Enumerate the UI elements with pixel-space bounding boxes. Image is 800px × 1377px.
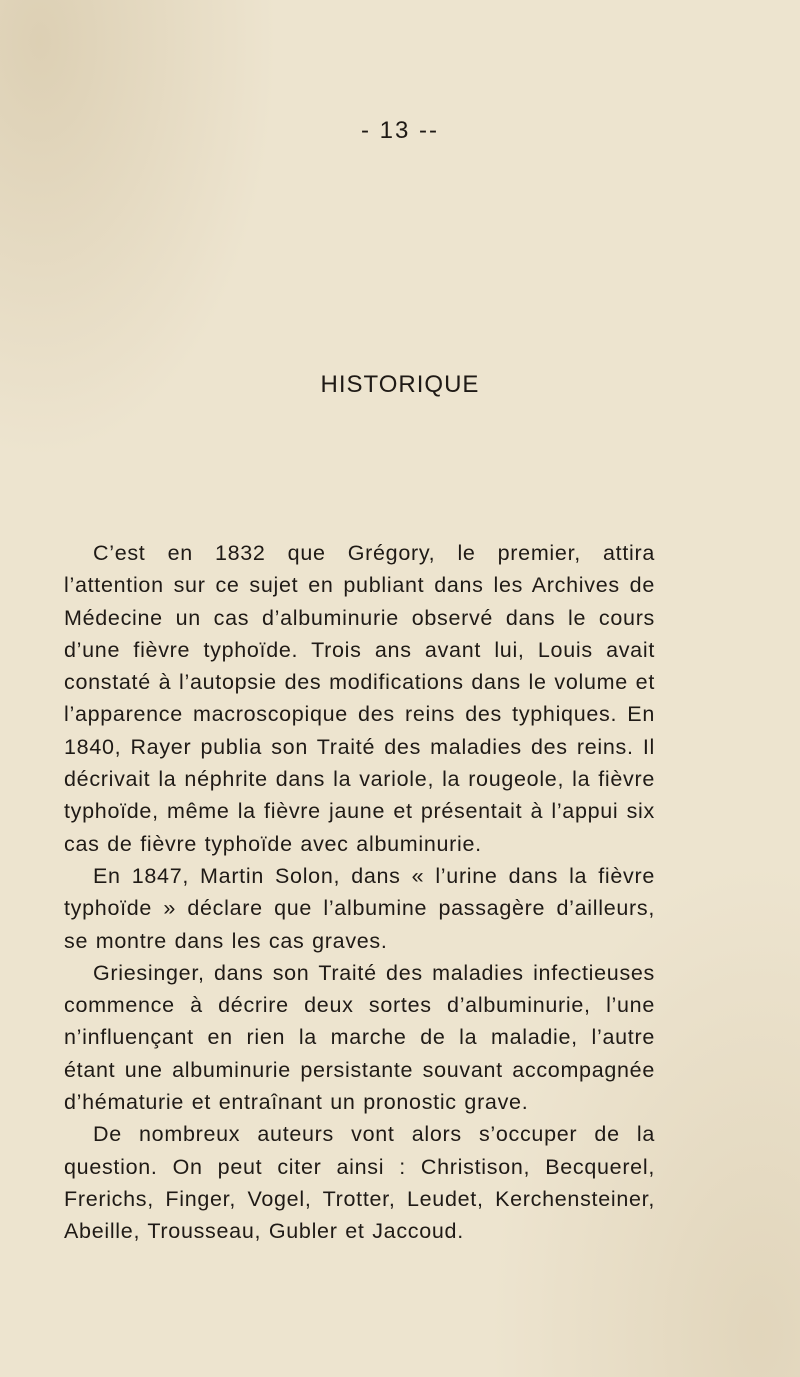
body-text	[64, 537, 655, 1248]
paragraph-auteurs: De nombreux auteurs vont alors s’occuper de la question. On peut citer ainsi : Christison, Becquerel, Frerichs, Finger, Vogel, Trotter, Leudet, Kerchensteiner, Abeille, Trousseau, Gubler et Jaccoud.	[64, 1122, 655, 1244]
paragraph-griesinger: Griesinger, dans son Traité des maladies infectieuses commence à décrire deux sortes d’albuminurie, l’une n’influençant en rien la marche de la maladie, l’autre étant une albuminurie persistante souvant accompagnée d’hématurie et entraînant un pronostic grave.	[64, 960, 655, 1115]
paragraph-martin-solon: En 1847, Martin Solon, dans « l’urine dans la fièvre typhoïde » déclare que l’albumine passagère d’ailleurs, se montre dans les cas graves.	[64, 863, 655, 953]
section-heading: HISTORIQUE	[320, 371, 480, 398]
page-number: - 13 --	[360, 117, 439, 144]
paragraph-gregory: C’est en 1832 que Grégory, le premier, attira l’attention sur ce sujet en publiant dans les Archives de Médecine un cas d’albuminurie observé dans le cours d’une fièvre typhoïde. Trois ans avant lui, Louis avait constaté à l’autopsie des modifications dans le volume et l’apparence macroscopique des reins des typhiques. En 1840, Rayer publia son Traité des maladies des reins. Il décrivait la néphrite dans la variole, la rougeole, la fièvre typhoïde, même la fièvre jaune et présentait à l’appui six cas de fièvre typhoïde avec albuminurie.	[64, 541, 655, 856]
